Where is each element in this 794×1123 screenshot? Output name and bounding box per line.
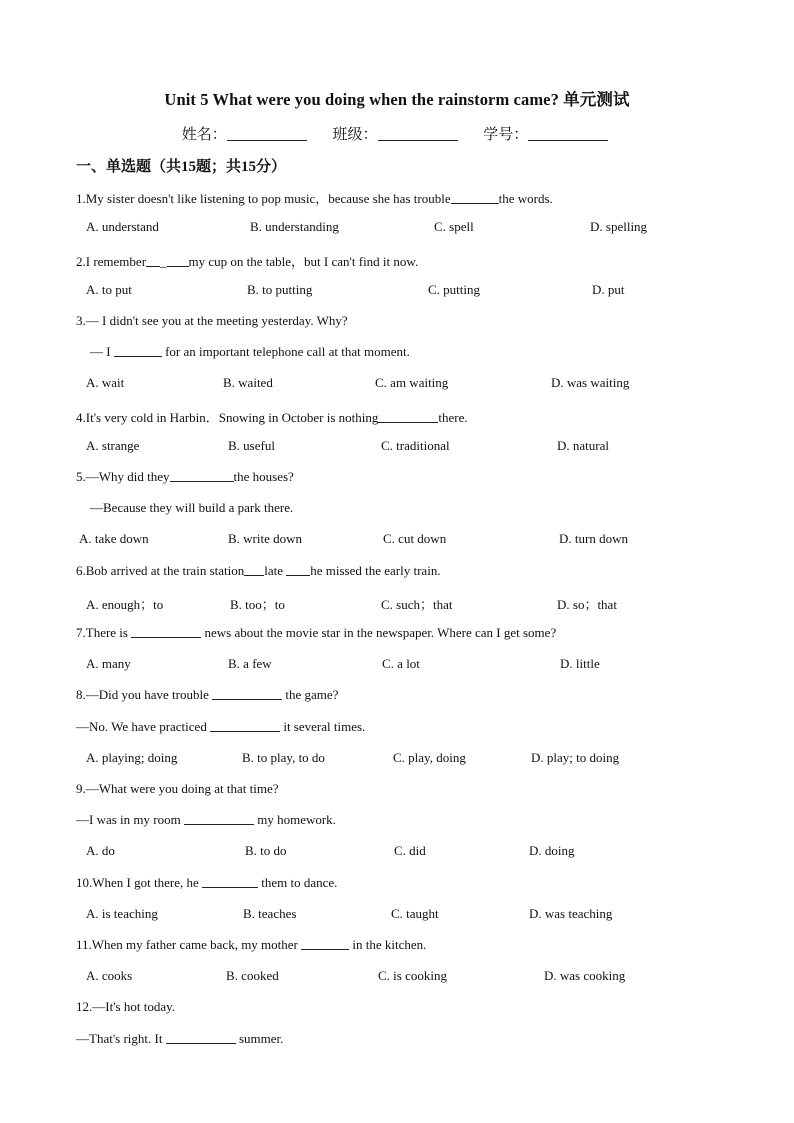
question-text: late <box>264 563 283 578</box>
question-11-option-c: C. is cooking <box>378 968 447 983</box>
question-text: 11.When my father came back, my mother <box>76 937 298 952</box>
question-text: — I <box>90 344 111 359</box>
class-label: 班级： <box>332 127 378 143</box>
question-4-option-d: D. natural <box>557 438 609 453</box>
answer-blank <box>166 1031 236 1044</box>
student-id-blank <box>528 126 608 141</box>
question-text: —That's right. It <box>76 1031 163 1046</box>
question-text: them to dance. <box>261 875 338 890</box>
answer-blank <box>114 344 162 357</box>
answer-blank <box>378 410 438 423</box>
question-10-line-1 <box>76 875 337 891</box>
question-6-option-d: D. so；that <box>557 597 617 612</box>
answer-blank <box>131 625 201 638</box>
name-blank <box>227 126 307 141</box>
question-5-line-2: —Because they will build a park there. <box>90 500 294 515</box>
question-5-option-c: C. cut down <box>383 531 447 546</box>
question-7-line-1 <box>76 625 556 641</box>
question-4-option-a: A. strange <box>86 438 140 453</box>
answer-blank <box>184 812 254 825</box>
question-text: in the kitchen. <box>352 937 427 952</box>
question-9-option-d: D. doing <box>529 843 575 858</box>
answer-blank <box>167 254 189 267</box>
question-text: 10.When I got there, he <box>76 875 199 890</box>
answer-blank <box>212 687 282 700</box>
question-text: 2.I remember <box>76 254 147 269</box>
question-4-option-b: B. useful <box>228 438 275 453</box>
question-8-option-d: D. play; to doing <box>531 750 620 765</box>
question-text: for an important telephone call at that moment. <box>165 344 410 359</box>
section-heading: 一、单选题（共15题；共15分） <box>76 159 287 175</box>
question-11-option-b: B. cooked <box>226 968 279 983</box>
student-id-label: 学号： <box>483 127 529 143</box>
question-3-option-b: B. waited <box>223 375 273 390</box>
question-3-option-d: D. was waiting <box>551 375 630 390</box>
question-7-option-a: A. many <box>86 656 131 671</box>
question-text: 5.—Why did they <box>76 469 170 484</box>
question-1-option-a: A. understand <box>86 219 159 234</box>
question-text: 4.It's very cold in Harbin．Snowing in October is nothing <box>76 410 379 425</box>
question-2-option-d: D. put <box>592 282 625 297</box>
question-6-option-c: C. such；that <box>381 597 453 612</box>
question-text: 8.—Did you have trouble <box>76 687 209 702</box>
question-9-line-2 <box>76 812 336 828</box>
question-9-option-c: C. did <box>394 843 426 858</box>
question-2-option-c: C. putting <box>428 282 481 297</box>
question-12-line-1: 12.—It's hot today. <box>76 999 175 1014</box>
question-2-line-1 <box>76 251 418 270</box>
question-text: the words. <box>498 191 553 206</box>
question-5-option-a: A. take down <box>79 531 149 546</box>
question-text: 7.There is <box>76 625 128 640</box>
question-4-line-1 <box>76 407 468 426</box>
question-3-line-1: 3.— I didn't see you at the meeting yesterday. Why? <box>76 313 348 328</box>
question-text: he missed the early train. <box>310 563 441 578</box>
question-12-line-2 <box>76 1031 283 1047</box>
question-9-option-a: A. do <box>86 843 115 858</box>
question-8-option-b: B. to play, to do <box>242 750 325 765</box>
answer-blank <box>301 937 349 950</box>
answer-blank <box>451 191 499 204</box>
question-text: _ <box>160 254 167 269</box>
question-text: it several times. <box>283 719 366 734</box>
question-7-option-b: B. a few <box>228 656 272 671</box>
question-text: 1.My sister doesn't like listening to pop music，because she has trouble <box>76 191 451 206</box>
question-6-option-b: B. too；to <box>230 597 285 612</box>
question-text: there. <box>438 410 468 425</box>
question-1-option-d: D. spelling <box>590 219 648 234</box>
question-text: the game? <box>285 687 339 702</box>
question-6-line-1 <box>76 563 441 579</box>
question-text: my homework. <box>257 812 336 827</box>
question-5-line-1 <box>76 469 294 485</box>
question-1-option-c: C. spell <box>434 219 474 234</box>
question-1-option-b: B. understanding <box>250 219 339 234</box>
question-text: the houses? <box>233 469 294 484</box>
question-4-option-c: C. traditional <box>381 438 450 453</box>
question-2-option-b: B. to putting <box>247 282 313 297</box>
question-7-option-c: C. a lot <box>382 656 420 671</box>
question-text: summer. <box>238 1031 284 1046</box>
question-10-option-b: B. teaches <box>243 906 297 921</box>
question-1-line-1 <box>76 188 553 207</box>
question-5-option-b: B. write down <box>228 531 303 546</box>
question-11-line-1 <box>76 937 426 953</box>
question-8-option-c: C. play, doing <box>393 750 466 765</box>
question-text: my cup on the table，but I can't find it now. <box>188 254 419 269</box>
question-5-option-d: D. turn down <box>559 531 628 546</box>
page-title: Unit 5 What were you doing when the rainstorm came? 单元测试 <box>164 90 630 109</box>
question-3-option-a: A. wait <box>86 375 125 390</box>
question-text: 6.Bob arrived at the train station <box>76 563 245 578</box>
question-10-option-c: C. taught <box>391 906 439 921</box>
class-blank <box>378 126 458 141</box>
answer-blank <box>210 719 280 732</box>
question-8-option-a: A. playing; doing <box>86 750 178 765</box>
question-9-option-b: B. to do <box>245 843 287 858</box>
answer-blank <box>202 875 258 888</box>
answer-blank <box>286 563 310 576</box>
answer-blank <box>146 254 160 267</box>
question-7-option-d: D. little <box>560 656 600 671</box>
question-text: news about the movie star in the newspaper. Where can I get some? <box>204 625 557 640</box>
question-11-option-d: D. was cooking <box>544 968 626 983</box>
question-9-line-1: 9.—What were you doing at that time? <box>76 781 279 796</box>
question-3-option-c: C. am waiting <box>375 375 449 390</box>
question-10-option-d: D. was teaching <box>529 906 613 921</box>
question-text: —No. We have practiced <box>76 719 207 734</box>
student-info-row <box>0 123 794 144</box>
answer-blank <box>244 563 264 576</box>
question-3-line-2 <box>90 344 410 360</box>
question-text: —I was in my room <box>76 812 181 827</box>
name-label: 姓名： <box>181 127 227 143</box>
question-6-option-a: A. enough；to <box>86 597 164 612</box>
question-10-option-a: A. is teaching <box>86 906 158 921</box>
answer-blank <box>170 469 234 482</box>
question-8-line-2 <box>76 719 365 735</box>
question-8-line-1 <box>76 687 338 703</box>
question-11-option-a: A. cooks <box>86 968 133 983</box>
question-2-option-a: A. to put <box>86 282 132 297</box>
